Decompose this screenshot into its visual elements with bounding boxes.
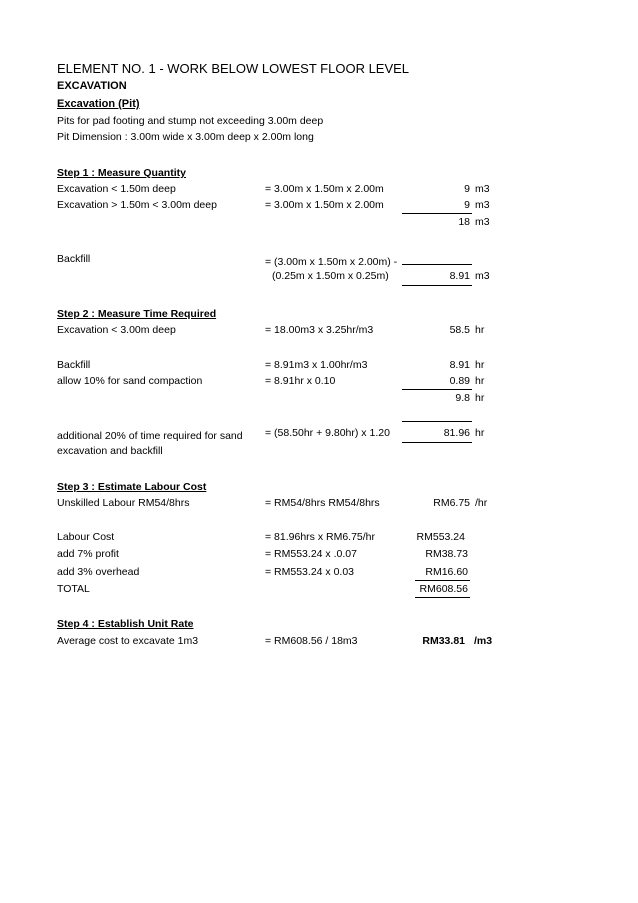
step3-profit-label: add 7% profit (57, 548, 119, 560)
step1-row1-formula: = 3.00m x 1.50m x 2.00m (265, 183, 384, 195)
step2-excavation-label: Excavation < 3.00m deep (57, 324, 176, 336)
step2-subtotal-unit: hr (475, 392, 485, 404)
subsection-heading: Excavation (Pit) (57, 98, 140, 110)
step1-row2-unit: m3 (475, 199, 490, 211)
step2-compaction-unit: hr (475, 375, 485, 387)
step2-backfill-formula: = 8.91m3 x 1.00hr/m3 (265, 359, 368, 371)
step3-unskilled-label: Unskilled Labour RM54/8hrs (57, 497, 190, 509)
step3-overhead-value: RM16.60 (425, 566, 468, 578)
step4-avg-unit: /m3 (474, 635, 493, 647)
step1-backfill-formula1: = (3.00m x 1.50m x 2.00m) - (265, 256, 398, 268)
step2-backfill-unit: hr (475, 359, 485, 371)
step2-compaction-value: 0.89 (449, 375, 470, 387)
step3-total-value: RM608.56 (419, 583, 468, 595)
step2-excavation-formula: = 18.00m3 x 3.25hr/m3 (265, 324, 374, 336)
step1-row1-label: Excavation < 1.50m deep (57, 183, 176, 195)
step1-row1-unit: m3 (475, 183, 490, 195)
section-heading: EXCAVATION (57, 80, 127, 92)
step3-labour-label: Labour Cost (57, 531, 115, 543)
step3-labour-value: RM553.24 (416, 531, 465, 543)
step2-heading: Step 2 : Measure Time Required (57, 308, 217, 320)
step1-subtotal-value: 18 (458, 216, 470, 228)
step3-profit-formula: = RM553.24 x .0.07 (265, 548, 357, 560)
description: Pits for pad footing and stump not exceeding 3.00m deep (57, 115, 324, 127)
step2-additional-label2: excavation and backfill (57, 445, 163, 457)
step3-total-label: TOTAL (57, 583, 90, 595)
step2-backfill-value: 8.91 (449, 359, 470, 371)
step4-avg-label: Average cost to excavate 1m3 (57, 635, 199, 647)
step4-heading: Step 4 : Establish Unit Rate (57, 618, 194, 630)
step1-row2-label: Excavation > 1.50m < 3.00m deep (57, 199, 217, 211)
step4-avg-formula: = RM608.56 / 18m3 (265, 635, 358, 647)
step2-additional-underline (402, 442, 472, 443)
step1-row2-value: 9 (464, 199, 470, 211)
step1-subtotal-unit: m3 (475, 216, 490, 228)
step1-row2-formula: = 3.00m x 1.50m x 2.00m (265, 199, 384, 211)
step2-additional-rule (402, 421, 472, 422)
step1-backfill-unit: m3 (475, 270, 490, 282)
step2-compaction-formula: = 8.91hr x 0.10 (265, 375, 336, 387)
step2-additional-unit: hr (475, 427, 485, 439)
step2-excavation-value: 58.5 (449, 324, 470, 336)
pit-dimension: Pit Dimension : 3.00m wide x 3.00m deep x 2.00m long (57, 131, 314, 143)
document-title: ELEMENT NO. 1 - WORK BELOW LOWEST FLOOR LEVEL (57, 61, 410, 76)
step4-avg-value: RM33.81 (422, 635, 465, 647)
step1-backfill-underline (402, 285, 472, 286)
step1-backfill-formula2: (0.25m x 1.50m x 0.25m) (272, 270, 389, 282)
step2-additional-value: 81.96 (443, 427, 470, 439)
step3-unskilled-formula: = RM54/8hrs RM54/8hrs (265, 497, 380, 509)
step3-overhead-label: add 3% overhead (57, 566, 140, 578)
step1-heading: Step 1 : Measure Quantity (57, 167, 186, 179)
step2-subtotal-rule (402, 389, 472, 390)
step1-subtotal-rule (402, 213, 472, 214)
step3-heading: Step 3 : Estimate Labour Cost (57, 481, 207, 493)
step1-row1-value: 9 (464, 183, 470, 195)
step3-labour-formula: = 81.96hrs x RM6.75/hr (265, 531, 376, 543)
step3-profit-value: RM38.73 (425, 548, 468, 560)
step2-additional-formula: = (58.50hr + 9.80hr) x 1.20 (265, 427, 390, 439)
step2-excavation-unit: hr (475, 324, 485, 336)
step3-total-rule (415, 580, 470, 581)
step2-additional-label1: additional 20% of time required for sand (57, 430, 243, 442)
step1-backfill-value: 8.91 (449, 270, 470, 282)
step3-unskilled-unit: /hr (475, 497, 488, 509)
step1-backfill-label: Backfill (57, 253, 91, 265)
step2-compaction-label: allow 10% for sand compaction (57, 375, 203, 387)
step3-overhead-formula: = RM553.24 x 0.03 (265, 566, 355, 578)
step1-backfill-rule (402, 264, 472, 265)
step2-backfill-label: Backfill (57, 359, 91, 371)
step3-total-underline (415, 597, 470, 598)
step2-subtotal-value: 9.8 (455, 392, 470, 404)
step3-unskilled-value: RM6.75 (433, 497, 470, 509)
